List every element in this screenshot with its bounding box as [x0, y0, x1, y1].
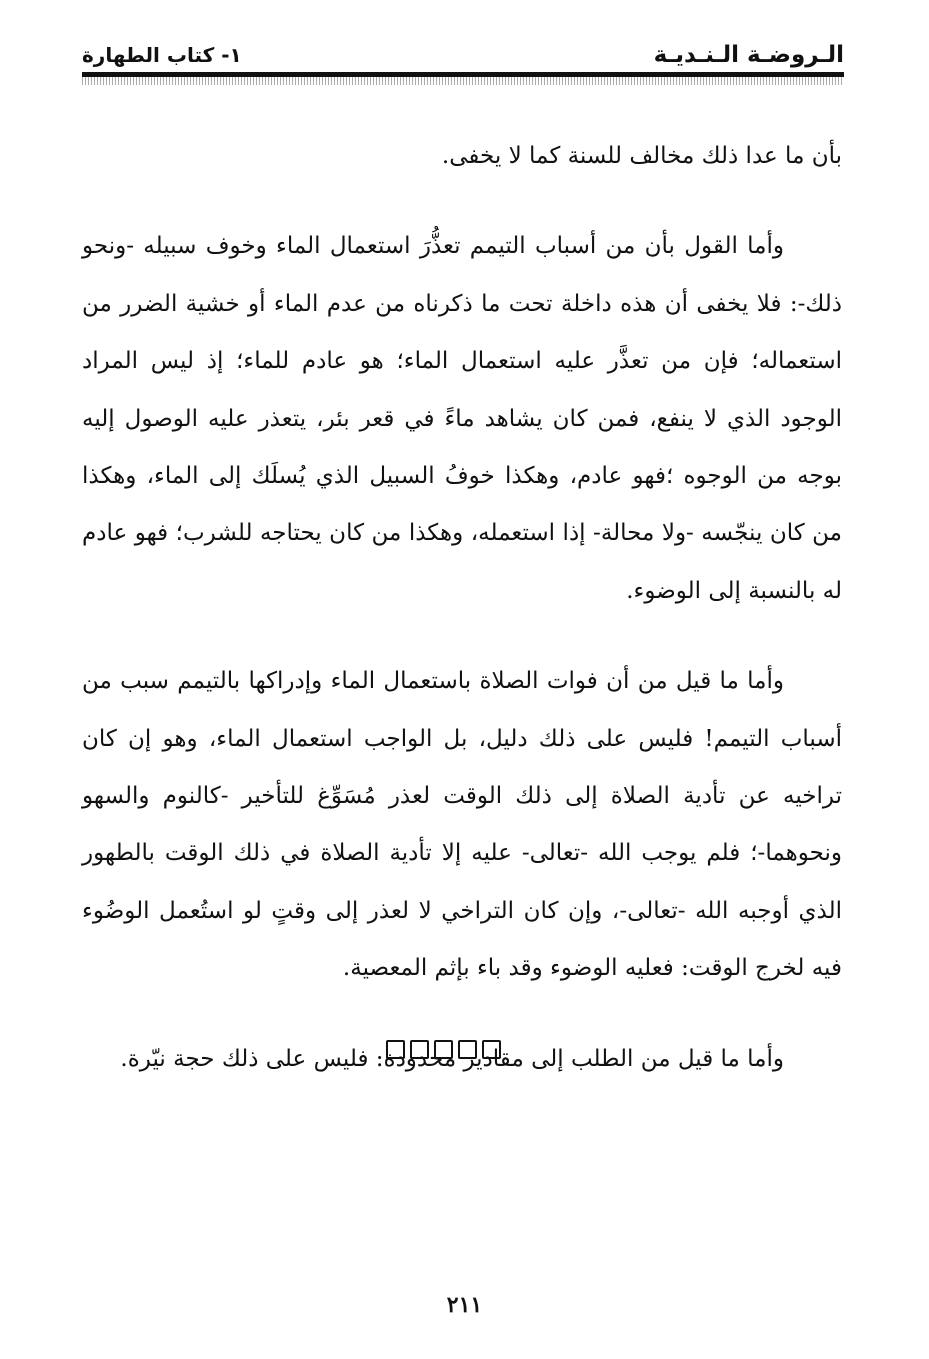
- paragraph: وأما ما قيل من الطلب إلى مقادير محدودة: فليس على ذلك حجة نيّرة.: [120, 1045, 784, 1072]
- page-number: ٢١١: [446, 1292, 483, 1318]
- ornament-square-icon: [482, 1040, 501, 1059]
- ornament-square-icon: [434, 1040, 453, 1059]
- header-rule-shading: [82, 77, 844, 85]
- paragraph: وأما ما قيل من أن فوات الصلاة باستعمال الماء وإدراكها بالتيمم سبب من أسباب التيمم! فليس على ذلك دليل، بل الواجب استعمال الماء، وهو إن كان تراخيه عن تأدية الصلاة إلى ذلك الوقت لعذر مُسَوِّغ للتأخير -كالنوم والسهو ونحوهما-؛ فلم يوجب الله -تعالى- عليه إلا تأدية الصلاة في ذلك الوقت بالطهور الذي أوجبه الله -تعالى-، وإن كان التراخي لا لعذر إلى وقتٍ لو استُعمل الوضُوء فيه لخرج الوقت: فعليه الوضوء وقد باء بإثم المعصية.: [82, 668, 842, 982]
- ornament-square-icon: [458, 1040, 477, 1059]
- book-title: الـروضـة الـنـديـة: [653, 42, 844, 68]
- paragraph: وأما القول بأن من أسباب التيمم تعذُّرَ استعمال الماء وخوف سبيله -ونحو ذلك-: فلا يخفى أن هذه داخلة تحت ما ذكرناه من عدم الماء أو خشية الضرر من استعماله؛ فإن من تعذَّر عليه استعمال الماء؛ هو عادم للماء؛ إذ ليس المراد الوجود الذي لا ينفع، فمن كان يشاهد ماءً في قعر بئر، يتعذر عليه الوصول إليه بوجه من الوجوه ؛فهو عادم، وهكذا خوفُ السبيل الذي يُسلَك إلى الماء، وهكذا من كان ينجّسه -ولا محالة- إذا استعمله، وهكذا من كان يحتاجه للشرب؛ فهو عادم له بالنسبة إلى الوضوء.: [82, 233, 842, 604]
- section-end-ornament: [386, 1040, 536, 1064]
- ornament-square-icon: [386, 1040, 405, 1059]
- body-text: [82, 128, 842, 1121]
- chapter-title: ١- كتاب الطهارة: [82, 43, 242, 67]
- paragraph-continuation: بأن ما عدا ذلك مخالف للسنة كما لا يخفى.: [441, 143, 842, 169]
- ornament-square-icon: [410, 1040, 429, 1059]
